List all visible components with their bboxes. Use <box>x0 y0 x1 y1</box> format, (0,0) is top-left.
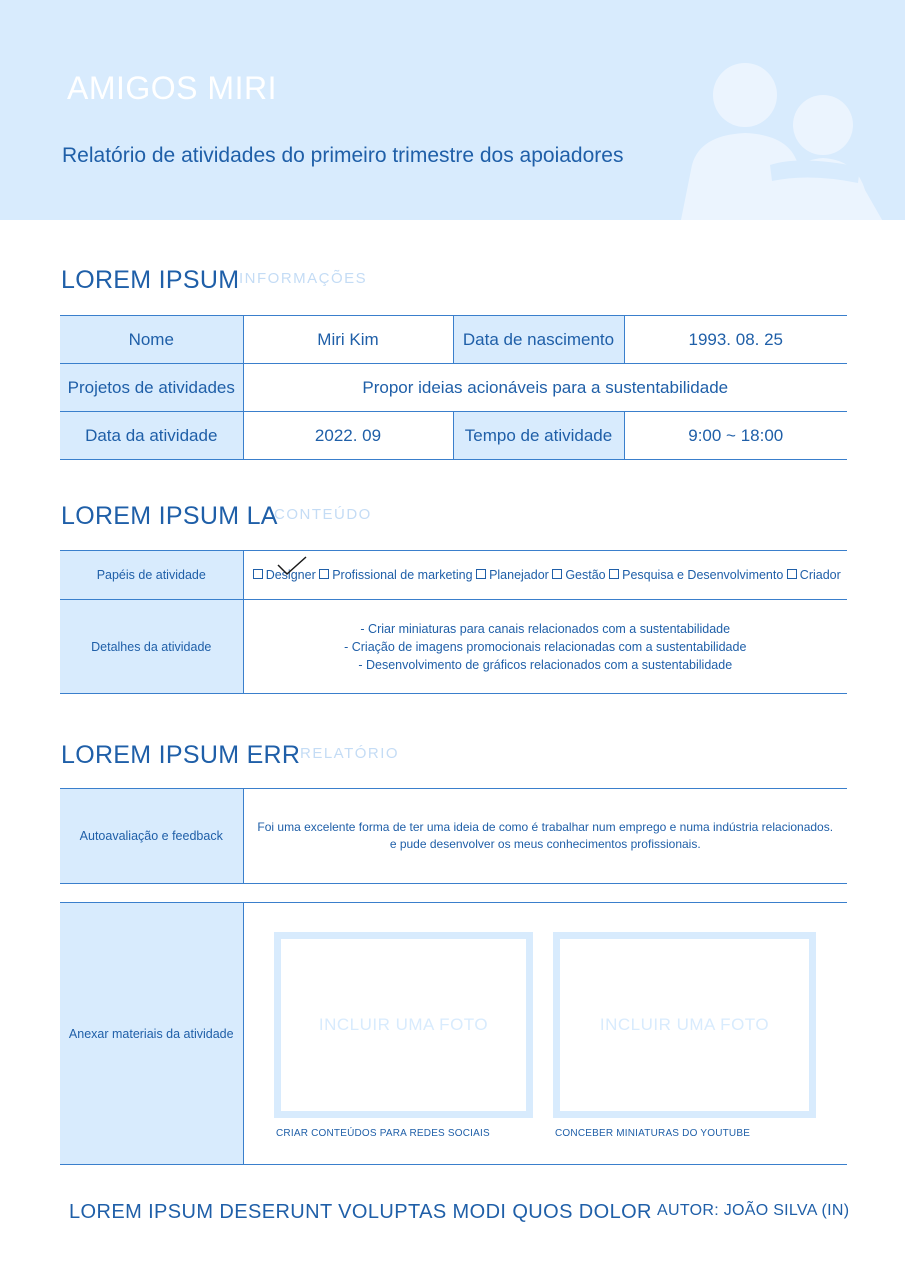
checkbox-icon[interactable] <box>609 569 619 579</box>
section-title-content: LOREM IPSUM LA <box>61 502 278 530</box>
section-tag-info: INFORMAÇÕES <box>239 270 368 287</box>
projects-label: Projetos de atividades <box>60 364 243 412</box>
table-row <box>60 600 847 694</box>
feedback-value <box>243 789 847 884</box>
time-value: 9:00 ~ 18:00 <box>624 412 847 460</box>
checkbox-icon[interactable] <box>319 569 329 579</box>
footer-tagline: LOREM IPSUM DESERUNT VOLUPTAS MODI QUOS DOLOR <box>69 1201 652 1223</box>
role-option-marketing[interactable]: Profissional de marketing <box>319 568 472 582</box>
people-illustration-icon <box>670 55 900 220</box>
photo-placeholder[interactable] <box>553 932 816 1118</box>
roles-options <box>243 551 847 600</box>
photo-placeholder-text: INCLUIR UMA FOTO <box>318 1015 489 1034</box>
checkbox-icon[interactable] <box>552 569 562 579</box>
checkbox-icon[interactable] <box>253 569 263 579</box>
table-row <box>60 551 847 600</box>
checkbox-icon[interactable] <box>787 569 797 579</box>
footer-author: AUTOR: JOÃO SILVA (IN) <box>657 1202 850 1219</box>
details-value <box>243 600 847 694</box>
table-row <box>60 364 847 412</box>
section-title-report: LOREM IPSUM ERR <box>61 741 301 769</box>
detail-line: - Criar miniaturas para canais relacionados com a sustentabilidade <box>360 621 731 636</box>
photo-placeholder-text: INCLUIR UMA FOTO <box>599 1015 770 1034</box>
detail-line: - Desenvolvimento de gráficos relacionados com a sustentabilidade <box>358 657 733 672</box>
role-option-research[interactable]: Pesquisa e Desenvolvimento <box>609 568 783 582</box>
check-mark-icon <box>276 555 308 577</box>
section-tag-content: CONTEÚDO <box>274 506 372 523</box>
feedback-line: Foi uma excelente forma de ter uma ideia de como é trabalhar num emprego e numa indústria relacionados. <box>257 820 834 834</box>
details-label: Detalhes da atividade <box>60 600 243 694</box>
name-value: Miri Kim <box>243 316 453 364</box>
feedback-label: Autoavaliação e feedback <box>60 789 243 884</box>
report-subtitle: Relatório de atividades do primeiro trimestre dos apoiadores <box>62 144 624 167</box>
role-option-designer[interactable]: Designer <box>253 568 316 582</box>
attach-label: Anexar materiais da atividade <box>60 903 243 1165</box>
feedback-line: e pude desenvolver os meus conhecimentos profissionais. <box>389 837 701 851</box>
date-value: 2022. 09 <box>243 412 453 460</box>
info-table <box>60 315 847 460</box>
table-row <box>60 789 847 884</box>
projects-value: Propor ideias acionáveis para a sustentabilidade <box>243 364 847 412</box>
brand-title: AMIGOS MIRI <box>67 70 277 106</box>
role-option-management[interactable]: Gestão <box>552 568 605 582</box>
feedback-table <box>60 788 847 884</box>
header-banner <box>0 0 905 220</box>
roles-label: Papéis de atividade <box>60 551 243 600</box>
birth-value: 1993. 08. 25 <box>624 316 847 364</box>
photo-placeholder[interactable] <box>274 932 533 1118</box>
time-label: Tempo de atividade <box>453 412 624 460</box>
role-option-planner[interactable]: Planejador <box>476 568 549 582</box>
photo-caption: CRIAR CONTEÚDOS PARA REDES SOCIAIS <box>276 1128 490 1139</box>
content-table <box>60 550 847 694</box>
checkbox-icon[interactable] <box>476 569 486 579</box>
section-tag-report: RELATÓRIO <box>300 745 400 762</box>
photo-caption: CONCEBER MINIATURAS DO YOUTUBE <box>555 1128 751 1139</box>
role-option-creator[interactable]: Criador <box>787 568 841 582</box>
table-row <box>60 316 847 364</box>
birth-label: Data de nascimento <box>453 316 624 364</box>
date-label: Data da atividade <box>60 412 243 460</box>
name-label: Nome <box>60 316 243 364</box>
detail-line: - Criação de imagens promocionais relacionadas com a sustentabilidade <box>344 639 747 654</box>
section-title-info: LOREM IPSUM <box>61 266 240 294</box>
table-row <box>60 412 847 460</box>
